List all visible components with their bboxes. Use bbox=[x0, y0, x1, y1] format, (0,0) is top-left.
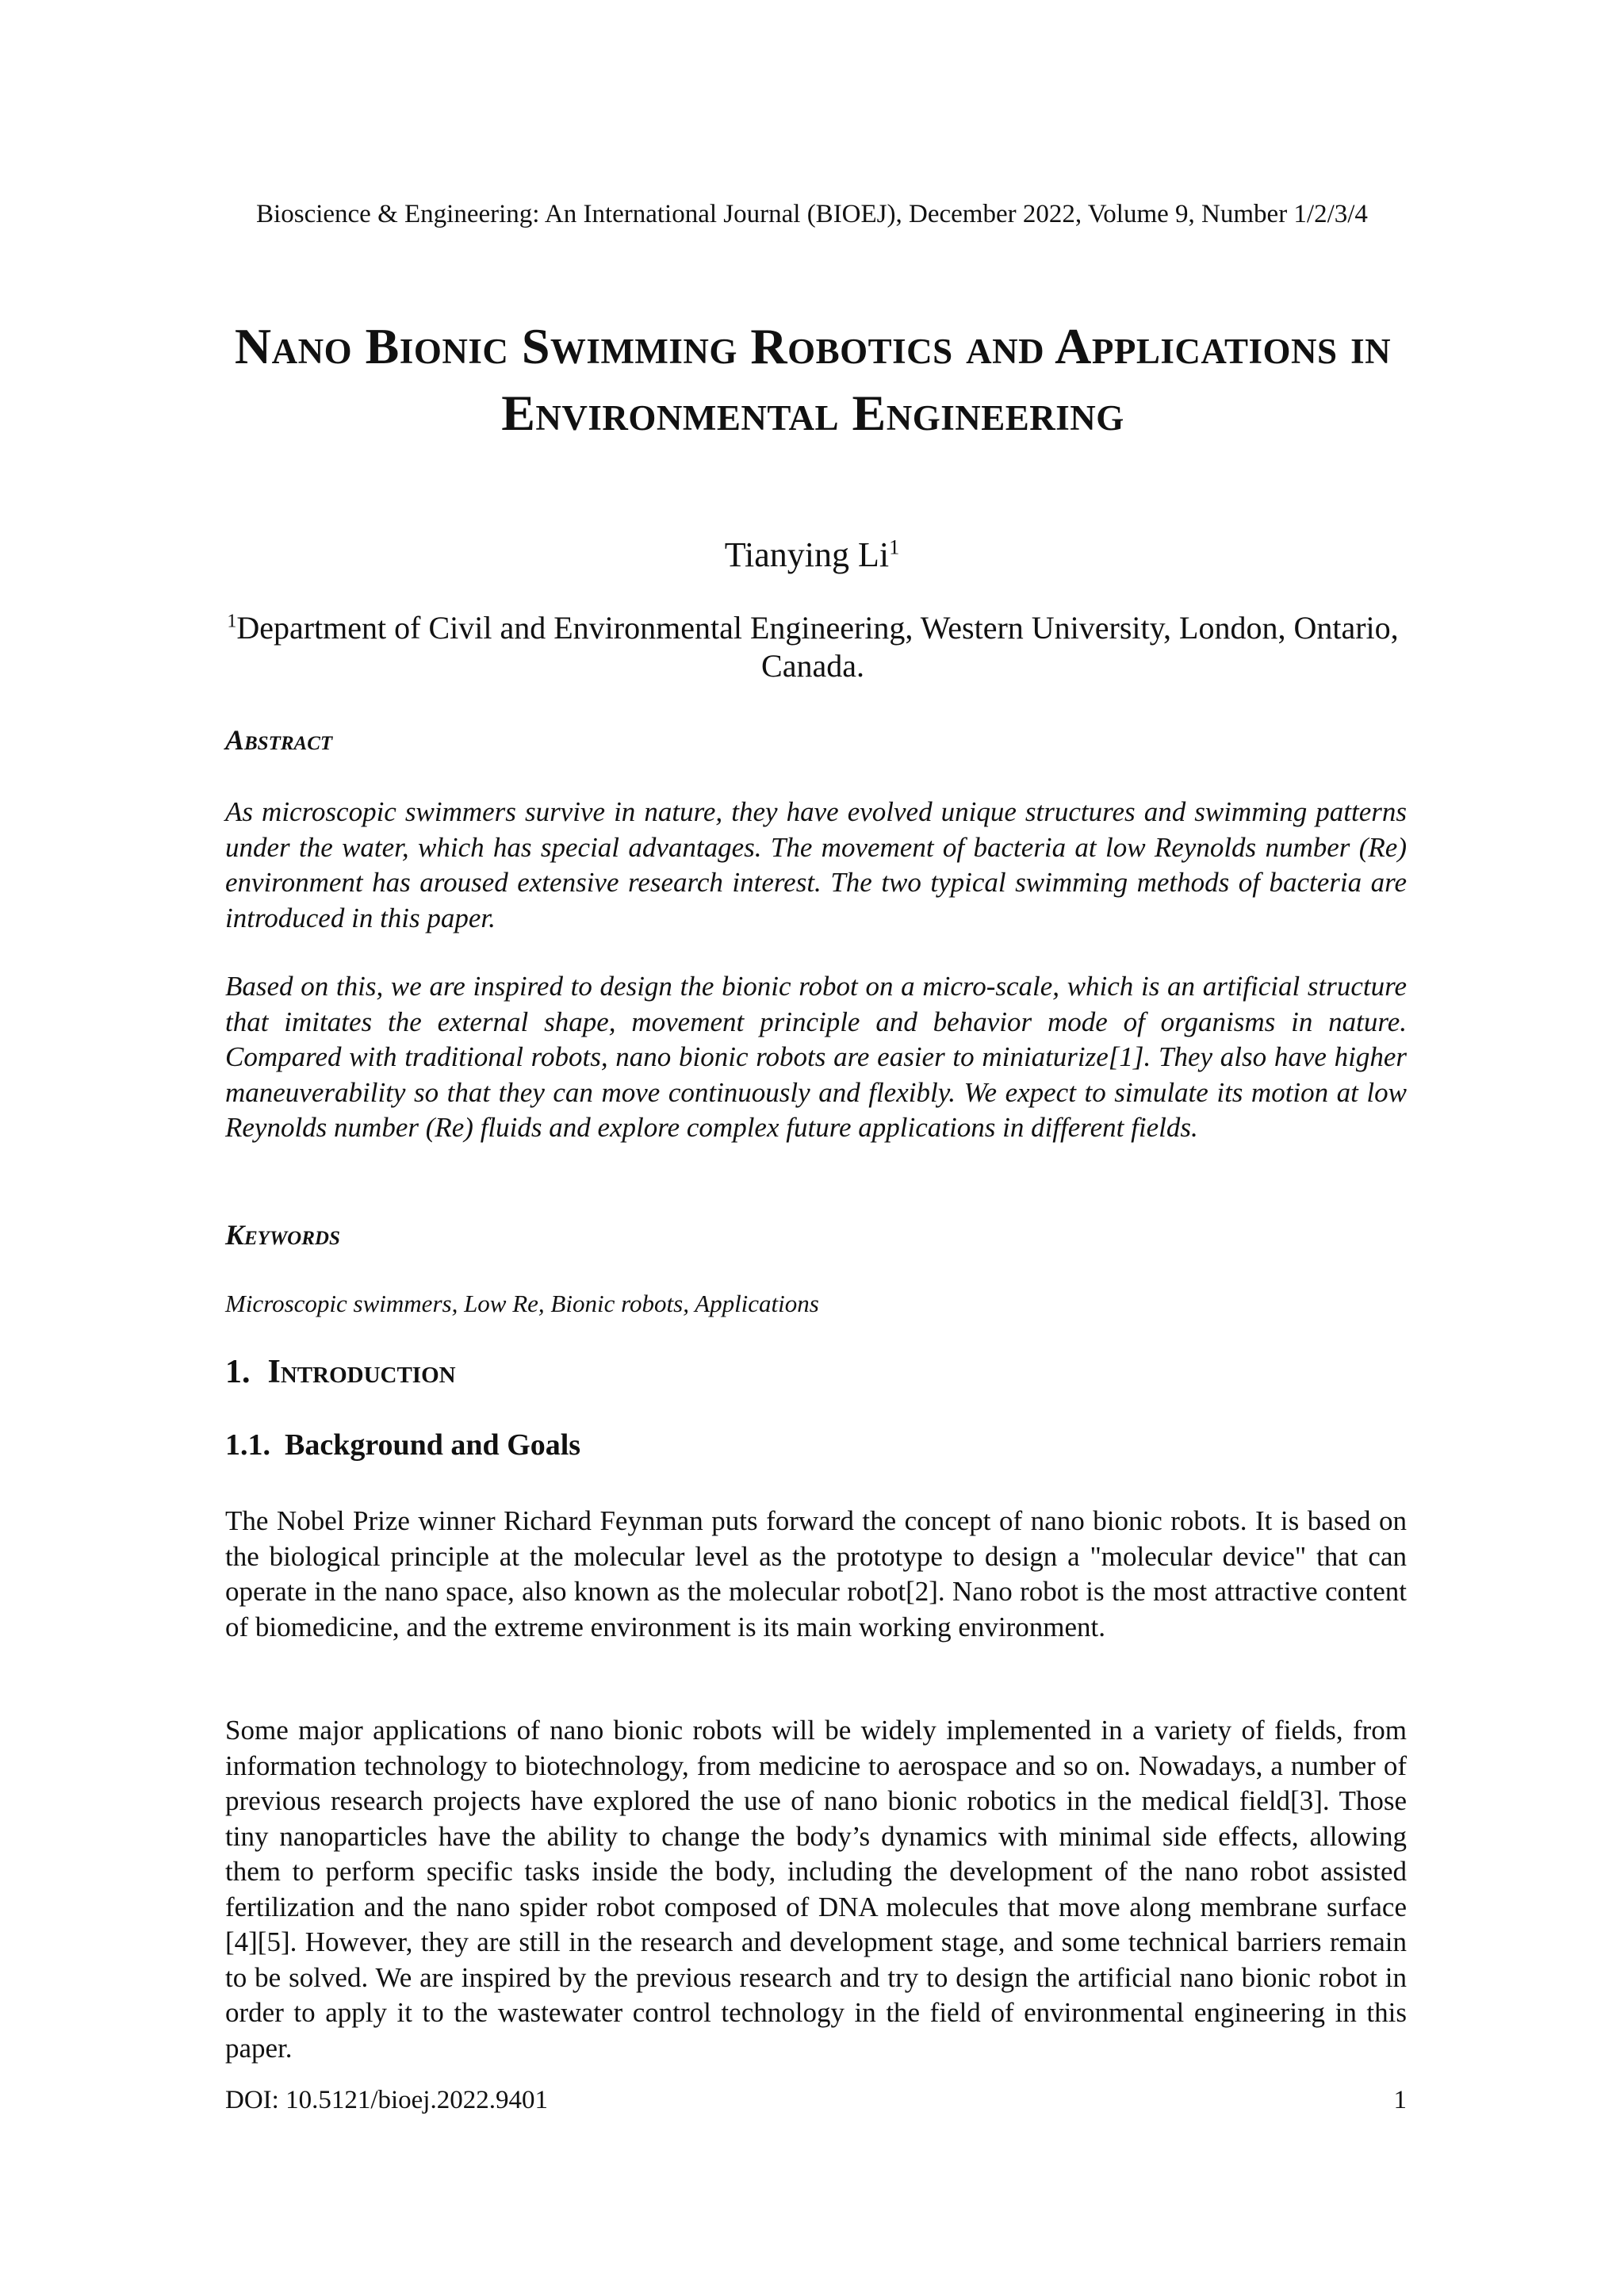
section-number: 1. bbox=[225, 1354, 251, 1390]
page-number: 1 bbox=[1393, 2086, 1407, 2114]
author-superscript: 1 bbox=[889, 535, 900, 559]
author-line bbox=[0, 534, 1624, 577]
affiliation-text: Department of Civil and Environmental Engineering, Western University, London, Ontario, Canada. bbox=[236, 610, 1399, 684]
affiliation bbox=[222, 609, 1404, 685]
body-paragraph-2: Some major applications of nano bionic robots will be widely implemented in a variety of fields, from information technology to biotechnology, from medicine to aerospace and so on. Nowadays, a number of previous research projects have explored the use of nano bionic robotics in the medical field[3]. Those tiny nanoparticles have the ability to change the body’s dynamics with minimal side effects, allowing them to perform specific tasks inside the body, including the development of the nano robot assisted fertilization and the nano spider robot composed of DNA molecules that move along membrane surface [4][5]. However, they are still in the research and development stage, and some technical barriers remain to be solved. We are inspired by the previous research and try to design the artificial nano bionic robot in order to apply it to the wastewater control technology in the field of environmental engineering in this paper. bbox=[225, 1715, 1407, 2064]
affiliation-superscript: 1 bbox=[227, 611, 237, 632]
subsection-number: 1.1. bbox=[225, 1428, 270, 1462]
subsection-title: Background and Goals bbox=[285, 1428, 581, 1462]
abstract-heading: Abstract bbox=[225, 724, 333, 756]
paper-title: Nano Bionic Swimming Robotics and Applications in Environmental Engineering bbox=[234, 318, 1392, 441]
subsection-heading-background bbox=[225, 1428, 580, 1462]
keywords-heading: Keywords bbox=[225, 1219, 340, 1251]
keywords-text: Microscopic swimmers, Low Re, Bionic robots, Applications bbox=[225, 1290, 819, 1317]
page-footer bbox=[225, 2086, 1407, 2115]
doi-text: DOI: 10.5121/bioej.2022.9401 bbox=[225, 2086, 548, 2114]
author-name: Tianying Li bbox=[724, 535, 890, 574]
body-paragraph-1: The Nobel Prize winner Richard Feynman puts forward the concept of nano bionic robots. It is based on the biological principle at the molecular level as the prototype to design a "molecular device" that can operate in the nano space, also known as the molecular robot[2]. Nano robot is the most attractive content of biomedicine, and the extreme environment is its main working environment. bbox=[225, 1505, 1407, 1642]
section-title: Introduction bbox=[267, 1354, 456, 1390]
abstract-paragraph-2: Based on this, we are inspired to design the bionic robot on a micro-scale, which is an artificial structure that imitates the external shape, movement principle and behavior mode of organisms in nature. Compared with traditional robots, nano bionic robots are easier to miniaturize[1]. They also have higher maneuverability so that they can move continuously and flexibly. We expect to simulate its motion at low Reynolds number (Re) fluids and explore complex future applications in different fields. bbox=[225, 971, 1407, 1143]
abstract-paragraph-1: As microscopic swimmers survive in nature, they have evolved unique structures and swimming patterns under the water, which has special advantages. The movement of bacteria at low Reynolds number (Re) environment has aroused extensive research interest. The two typical swimming methods of bacteria are introduced in this paper. bbox=[225, 796, 1407, 933]
section-heading-introduction bbox=[225, 1353, 456, 1391]
running-head: Bioscience & Engineering: An International Journal (BIOEJ), December 2022, Volume 9, Number 1/2/3/4 bbox=[256, 200, 1368, 228]
